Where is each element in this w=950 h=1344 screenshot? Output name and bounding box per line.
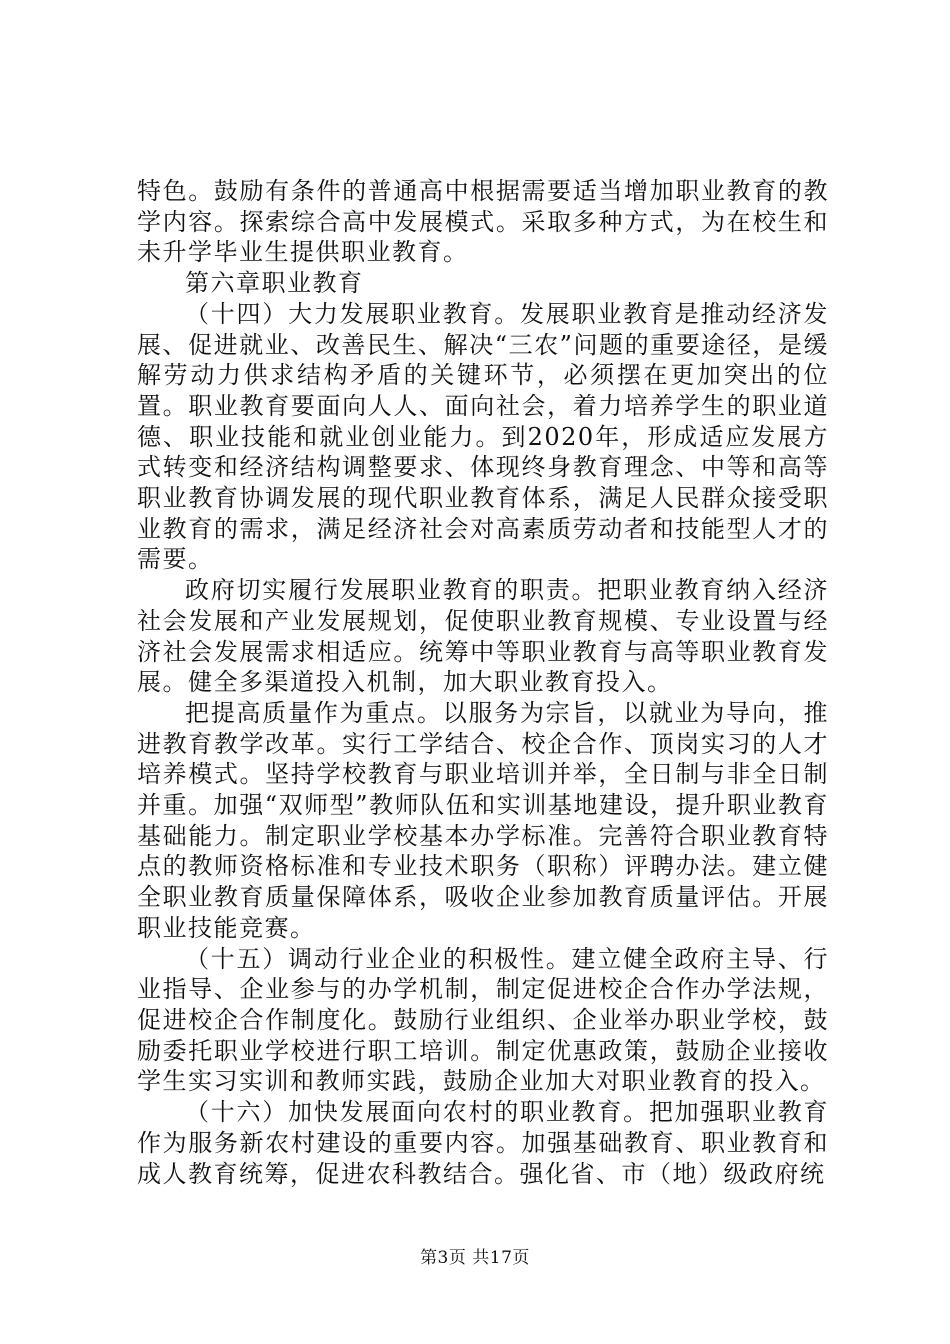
paragraph-government-duty: 政府切实履行发展职业教育的职责。把职业教育纳入经济社会发展和产业发展规划，促使职业教育规模、专业设置与经济社会发展需求相适应。统筹中等职业教育与高等职业教育发展。健全多渠道投入机制，加大职业教育投入。	[137, 576, 829, 697]
paragraph-section-14: （十四）大力发展职业教育。发展职业教育是推动经济发展、促进就业、改善民生、解决“三农”问题的重要途径，是缓解劳动力供求结构矛盾的关键环节，必须摆在更加突出的位置。职业教育要面向人人、面向社会，着力培养学生的职业道德、职业技能和就业创业能力。到2020年，形成适应发展方式转变和经济结构调整要求、体现终身教育理念、中等和高等职业教育协调发展的现代职业教育体系，满足人民群众接受职业教育的需求，满足经济社会对高素质劳动者和技能型人才的需要。	[137, 299, 829, 574]
paragraph-section-15: （十五）调动行业企业的积极性。建立健全政府主导、行业指导、企业参与的办学机制，制定促进校企合作办学法规，促进校企合作制度化。鼓励行业组织、企业举办职业学校，鼓励委托职业学校进行职工培训。制定优惠政策，鼓励企业接收学生实习实训和教师实践，鼓励企业加大对职业教育的投入。	[137, 944, 829, 1096]
paragraph-quality-focus: 把提高质量作为重点。以服务为宗旨，以就业为导向，推进教育教学改革。实行工学结合、校企合作、顶岗实习的人才培养模式。坚持学校教育与职业培训并举，全日制与非全日制并重。加强“双师型”教师队伍和实训基地建设，提升职业教育基础能力。制定职业学校基本办学标准。完善符合职业教育特点的教师资格标准和专业技术职务（职称）评聘办法。建立健全职业教育质量保障体系，吸收企业参加教育质量评估。开展职业技能竞赛。	[137, 698, 829, 942]
paragraph-continuation: 特色。鼓励有条件的普通高中根据需要适当增加职业教育的教学内容。探索综合高中发展模式。采取多种方式，为在校生和未升学毕业生提供职业教育。	[137, 177, 829, 267]
chapter-heading: 第六章职业教育	[185, 269, 364, 298]
document-body	[137, 176, 829, 1189]
page-footer: 第3页 共17页	[420, 1248, 530, 1268]
paragraph-section-16: （十六）加快发展面向农村的职业教育。把加强职业教育作为服务新农村建设的重要内容。加强基础教育、职业教育和成人教育统筹，促进农科教结合。强化省、市（地）级政府统	[137, 1098, 829, 1188]
